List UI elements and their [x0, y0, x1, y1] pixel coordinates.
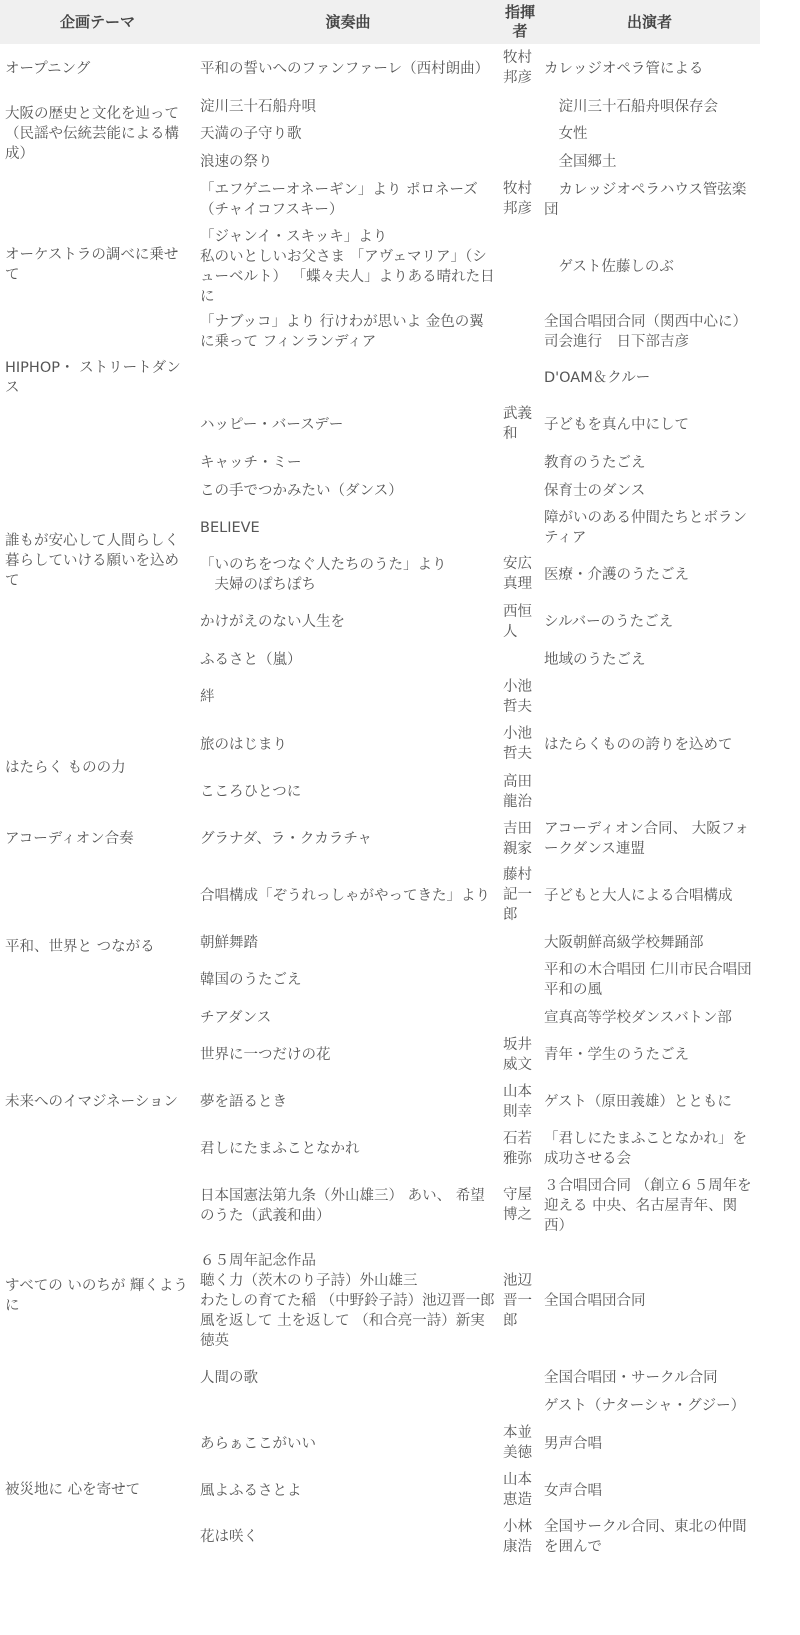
performer-cell	[539, 175, 760, 223]
table-row	[0, 815, 760, 862]
piece-line: 「エフゲニーオネーギン」より ポロネーズ（チャイコフスキー）	[200, 181, 478, 218]
theme-cell	[0, 44, 195, 92]
conductor-cell	[501, 768, 539, 815]
piece-cell	[195, 1078, 501, 1125]
performer-cell	[539, 1467, 760, 1513]
performer-line: ゲスト（原田義雄）とともに	[544, 1094, 732, 1110]
table-body	[0, 44, 760, 1560]
piece-line: 風よふるさとよ	[200, 1482, 302, 1499]
piece-line: 「いのちをつなぐ人たちのうた」より	[200, 556, 447, 573]
piece-line: キャッチ・ミー	[200, 454, 302, 471]
piece-cell	[195, 1363, 501, 1391]
theme-cell	[0, 815, 195, 862]
table-row	[0, 720, 760, 768]
performer-cell	[539, 1125, 760, 1172]
conductor-name: 吉田親家	[503, 820, 532, 857]
performer-line: D'OAM＆クルー	[544, 369, 651, 386]
conductor-name: 武義和	[503, 406, 532, 442]
header-performer: 出演者	[539, 0, 760, 44]
piece-line: 絆	[200, 689, 215, 705]
theme-text: 被災地に 心を寄せて	[5, 1482, 141, 1498]
piece-line: 夫婦のぽちぽち	[200, 576, 316, 593]
conductor-name: 小林康浩	[503, 1518, 532, 1555]
performer-line: 全国郷土	[544, 153, 617, 170]
conductor-cell	[501, 44, 539, 92]
conductor-cell	[501, 928, 539, 956]
performer-line: 宣真高等学校ダンスバトン部	[544, 1009, 732, 1026]
table-row	[0, 1031, 760, 1078]
piece-line: 君しにたまふことなかれ	[200, 1141, 360, 1157]
performer-cell	[539, 720, 760, 768]
piece-cell	[195, 1238, 501, 1363]
conductor-cell	[501, 550, 539, 598]
piece-line: 朝鮮舞踏	[200, 934, 258, 951]
performer-line: 子どもと大人による合唱構成	[544, 887, 733, 904]
conductor-cell	[501, 120, 539, 147]
piece-line: かけがえのない人生を	[200, 614, 345, 630]
performer-line: 司会進行 日下部吉彦	[544, 334, 689, 350]
theme-text: HIPHOP・ ストリートダンス	[5, 359, 181, 396]
conductor-name: 坂井威文	[503, 1036, 532, 1073]
performer-cell	[539, 1031, 760, 1078]
theme-cell	[0, 400, 195, 720]
conductor-cell	[501, 1238, 539, 1363]
piece-line: あらぁここがいい	[200, 1435, 316, 1452]
piece-cell	[195, 1467, 501, 1513]
piece-line: 平和の誓いへのファンファーレ（西村朗曲）	[200, 60, 490, 77]
conductor-cell	[501, 1391, 539, 1419]
piece-line: 浪速の祭り	[200, 153, 273, 170]
conductor-cell	[501, 1467, 539, 1513]
performer-cell	[539, 815, 760, 862]
theme-text: はたらく ものの力	[5, 760, 126, 776]
table-row	[0, 354, 760, 400]
piece-cell	[195, 448, 501, 476]
performer-line: 地域のうたごえ	[544, 651, 646, 668]
piece-line: グラナダ、ラ・クカラチャ	[200, 831, 372, 847]
performer-line: 全国合唱団・サークル合同	[544, 1369, 718, 1386]
piece-cell	[195, 645, 501, 673]
piece-line: 夢を語るとき	[200, 1094, 287, 1110]
conductor-cell	[501, 309, 539, 354]
piece-line: こころひとつに	[200, 784, 302, 800]
performer-cell	[539, 504, 760, 550]
performer-cell	[539, 309, 760, 354]
piece-line: 韓国のうたごえ	[200, 972, 302, 988]
piece-cell	[195, 44, 501, 92]
piece-line: 花は咲く	[200, 1529, 258, 1545]
conductor-name: 安広真理	[503, 556, 532, 592]
performer-cell	[539, 1513, 760, 1560]
piece-line: 人間の歌	[200, 1369, 258, 1386]
performer-line: ゲスト（ナターシャ・グジー）	[544, 1397, 746, 1414]
conductor-name: 牧村邦彦	[503, 181, 532, 217]
piece-cell	[195, 175, 501, 223]
theme-cell	[0, 1419, 195, 1560]
performer-line: カレッジオペラ管による	[544, 60, 704, 77]
conductor-name: 本並美徳	[503, 1425, 532, 1461]
piece-cell	[195, 147, 501, 175]
performer-cell	[539, 476, 760, 504]
piece-cell	[195, 354, 501, 400]
conductor-cell	[501, 598, 539, 645]
theme-text: アコーディオン合奏	[5, 831, 134, 847]
piece-cell	[195, 504, 501, 550]
performer-line: 大阪朝鮮高級学校舞踊部	[544, 934, 704, 951]
piece-cell	[195, 720, 501, 768]
performer-line: 教育のうたごえ	[544, 454, 646, 471]
piece-cell	[195, 1003, 501, 1031]
piece-cell	[195, 550, 501, 598]
piece-cell	[195, 223, 501, 309]
conductor-cell	[501, 645, 539, 673]
piece-cell	[195, 928, 501, 956]
piece-cell	[195, 1172, 501, 1238]
performer-cell	[539, 1238, 760, 1363]
piece-line: 「ジャンイ・スキッキ」より	[200, 228, 388, 245]
theme-text: すべての いのちが 輝くように	[5, 1278, 188, 1314]
performer-cell	[539, 768, 760, 815]
conductor-cell	[501, 448, 539, 476]
theme-cell	[0, 1031, 195, 1172]
piece-cell	[195, 92, 501, 120]
piece-cell	[195, 598, 501, 645]
performer-cell	[539, 1363, 760, 1391]
performer-cell	[539, 1172, 760, 1238]
performer-line: アコーディオン合同、 大阪フォークダンス連盟	[544, 821, 749, 857]
theme-cell	[0, 354, 195, 400]
performer-line: 女性	[544, 126, 588, 142]
table-header	[0, 0, 760, 44]
performer-cell	[539, 354, 760, 400]
performer-cell	[539, 673, 760, 720]
performer-cell	[539, 928, 760, 956]
piece-cell	[195, 1513, 501, 1560]
piece-cell	[195, 120, 501, 147]
conductor-name: 小池哲夫	[503, 678, 532, 715]
piece-line: 世界に一つだけの花	[200, 1047, 331, 1063]
performer-cell	[539, 92, 760, 120]
piece-line: チアダンス	[200, 1009, 272, 1026]
piece-cell	[195, 815, 501, 862]
performer-cell	[539, 147, 760, 175]
table-row	[0, 175, 760, 223]
performer-cell	[539, 1003, 760, 1031]
piece-line: 聴く力（茨木のり子詩）外山雄三	[200, 1273, 418, 1289]
theme-text: 誰もが安心して人間らしく暮らしていける願いを込めて	[5, 532, 179, 589]
conductor-cell	[501, 147, 539, 175]
performer-line: 障がいのある仲間たちとボランティア	[544, 509, 747, 546]
conductor-cell	[501, 400, 539, 448]
conductor-cell	[501, 815, 539, 862]
performer-line: はたらくものの誇りを込めて	[544, 736, 733, 753]
performer-line: ３合唱団合同 （創立６５周年を迎える 中央、名古屋青年、関西）	[544, 1177, 752, 1234]
theme-text: 平和、世界と つながる	[5, 939, 155, 955]
table-row	[0, 44, 760, 92]
piece-line: この手でつかみたい（ダンス）	[200, 482, 403, 499]
piece-cell	[195, 673, 501, 720]
conductor-cell	[501, 1003, 539, 1031]
theme-text: オーケストラの調べに乗せて	[5, 247, 179, 283]
piece-cell	[195, 1419, 501, 1467]
performer-cell	[539, 550, 760, 598]
piece-line: 私のいとしいお父さま 「アヴェマリア」（シューベルト） 「蝶々夫人」よりある晴れた日に	[200, 248, 495, 305]
conductor-cell	[501, 175, 539, 223]
performer-line: カレッジオペラハウス管弦楽団	[544, 181, 747, 218]
performer-line: 全国合唱団合同	[544, 1293, 646, 1309]
conductor-name: 藤村記一郎	[503, 867, 532, 923]
performer-line: 青年・学生のうたごえ	[544, 1047, 689, 1063]
performer-cell	[539, 120, 760, 147]
piece-line: BELIEVE	[200, 519, 260, 536]
performer-cell	[539, 598, 760, 645]
piece-cell	[195, 956, 501, 1003]
theme-text: オープニング	[5, 60, 91, 77]
performer-line: シルバーのうたごえ	[544, 614, 674, 630]
performer-cell	[539, 1078, 760, 1125]
theme-cell	[0, 1172, 195, 1419]
header-theme: 企画テーマ	[0, 0, 195, 44]
performer-cell	[539, 44, 760, 92]
conductor-name: 高田龍治	[503, 773, 532, 810]
conductor-cell	[501, 1172, 539, 1238]
piece-line: 「ナブッコ」より 行けわが思いよ 金色の翼に乗って フィンランディア	[200, 314, 484, 350]
conductor-name: 山本恵造	[503, 1472, 532, 1508]
table-row	[0, 1172, 760, 1238]
performer-line: 全国サークル合同、東北の仲間を囲んで	[544, 1519, 747, 1555]
theme-cell	[0, 862, 195, 1031]
piece-line: 風を返して 土を返して （和合亮一詩）新実徳英	[200, 1313, 485, 1349]
conductor-cell	[501, 1363, 539, 1391]
conductor-cell	[501, 1078, 539, 1125]
header-conductor: 指揮者	[501, 0, 539, 44]
piece-line: わたしの育てた稲 （中野鈴子詩）池辺晋一郎	[200, 1293, 495, 1309]
performer-line: 医療・介護のうたごえ	[544, 566, 689, 583]
conductor-cell	[501, 862, 539, 928]
performer-line: ゲスト佐藤しのぶ	[544, 258, 674, 275]
piece-line: ふるさと（嵐）	[200, 651, 302, 668]
piece-cell	[195, 1391, 501, 1419]
conductor-cell	[501, 223, 539, 309]
table-row	[0, 1419, 760, 1467]
piece-line: 淀川三十石船舟唄	[200, 98, 316, 115]
piece-line: 天満の子守り歌	[200, 126, 302, 142]
conductor-cell	[501, 720, 539, 768]
piece-cell	[195, 309, 501, 354]
table-row	[0, 92, 760, 120]
performer-cell	[539, 223, 760, 309]
conductor-cell	[501, 354, 539, 400]
conductor-cell	[501, 92, 539, 120]
theme-cell	[0, 175, 195, 354]
piece-cell	[195, 400, 501, 448]
performer-line: 女声合唱	[544, 1482, 602, 1499]
piece-cell	[195, 768, 501, 815]
performer-line: 「君しにたまふことなかれ」を成功させる会	[544, 1131, 747, 1167]
header-row	[0, 0, 760, 44]
conductor-name: 西恒人	[503, 603, 532, 640]
piece-cell	[195, 862, 501, 928]
conductor-name: 池辺晋一郎	[503, 1272, 532, 1329]
piece-cell	[195, 1031, 501, 1078]
theme-cell	[0, 92, 195, 175]
performer-line: 子どもを真ん中にして	[544, 416, 689, 433]
conductor-cell	[501, 1419, 539, 1467]
performer-line: 平和の木合唱団 仁川市民合唱団平和の風	[544, 962, 752, 998]
piece-line: ハッピー・バースデー	[200, 416, 344, 433]
conductor-name: 牧村邦彦	[503, 50, 532, 86]
conductor-cell	[501, 1513, 539, 1560]
header-piece: 演奏曲	[195, 0, 501, 44]
conductor-cell	[501, 1125, 539, 1172]
conductor-name: 守屋博之	[503, 1187, 532, 1223]
theme-text: 大阪の歴史と文化を辿って（民謡や伝統芸能による構成）	[5, 106, 179, 162]
performer-line: 全国合唱団合同（関西中心に）	[544, 314, 747, 330]
table-row	[0, 862, 760, 928]
conductor-name: 小池哲夫	[503, 726, 532, 762]
conductor-name: 石若雅弥	[503, 1130, 532, 1167]
performer-cell	[539, 956, 760, 1003]
theme-text: 未来へのイマジネーション	[5, 1094, 178, 1110]
conductor-cell	[501, 956, 539, 1003]
piece-cell	[195, 476, 501, 504]
piece-line: 合唱構成「ぞうれっしゃがやってきた」より	[200, 887, 490, 904]
performer-line: 淀川三十石船舟唄保存会	[544, 98, 718, 115]
table-row	[0, 400, 760, 448]
performer-line: 男声合唱	[544, 1435, 602, 1452]
conductor-cell	[501, 673, 539, 720]
conductor-cell	[501, 1031, 539, 1078]
performer-cell	[539, 448, 760, 476]
performer-cell	[539, 1391, 760, 1419]
performer-line: 保育士のダンス	[544, 482, 646, 499]
performer-cell	[539, 1419, 760, 1467]
conductor-cell	[501, 504, 539, 550]
piece-line: 旅のはじまり	[200, 736, 287, 753]
conductor-cell	[501, 476, 539, 504]
theme-cell	[0, 720, 195, 815]
performer-cell	[539, 645, 760, 673]
piece-line: 日本国憲法第九条（外山雄三） あい、 希望のうた（武義和曲）	[200, 1187, 485, 1224]
piece-cell	[195, 1125, 501, 1172]
piece-line: ６５周年記念作品	[200, 1253, 316, 1269]
performer-cell	[539, 400, 760, 448]
performer-cell	[539, 862, 760, 928]
conductor-name: 山本則幸	[503, 1083, 532, 1120]
